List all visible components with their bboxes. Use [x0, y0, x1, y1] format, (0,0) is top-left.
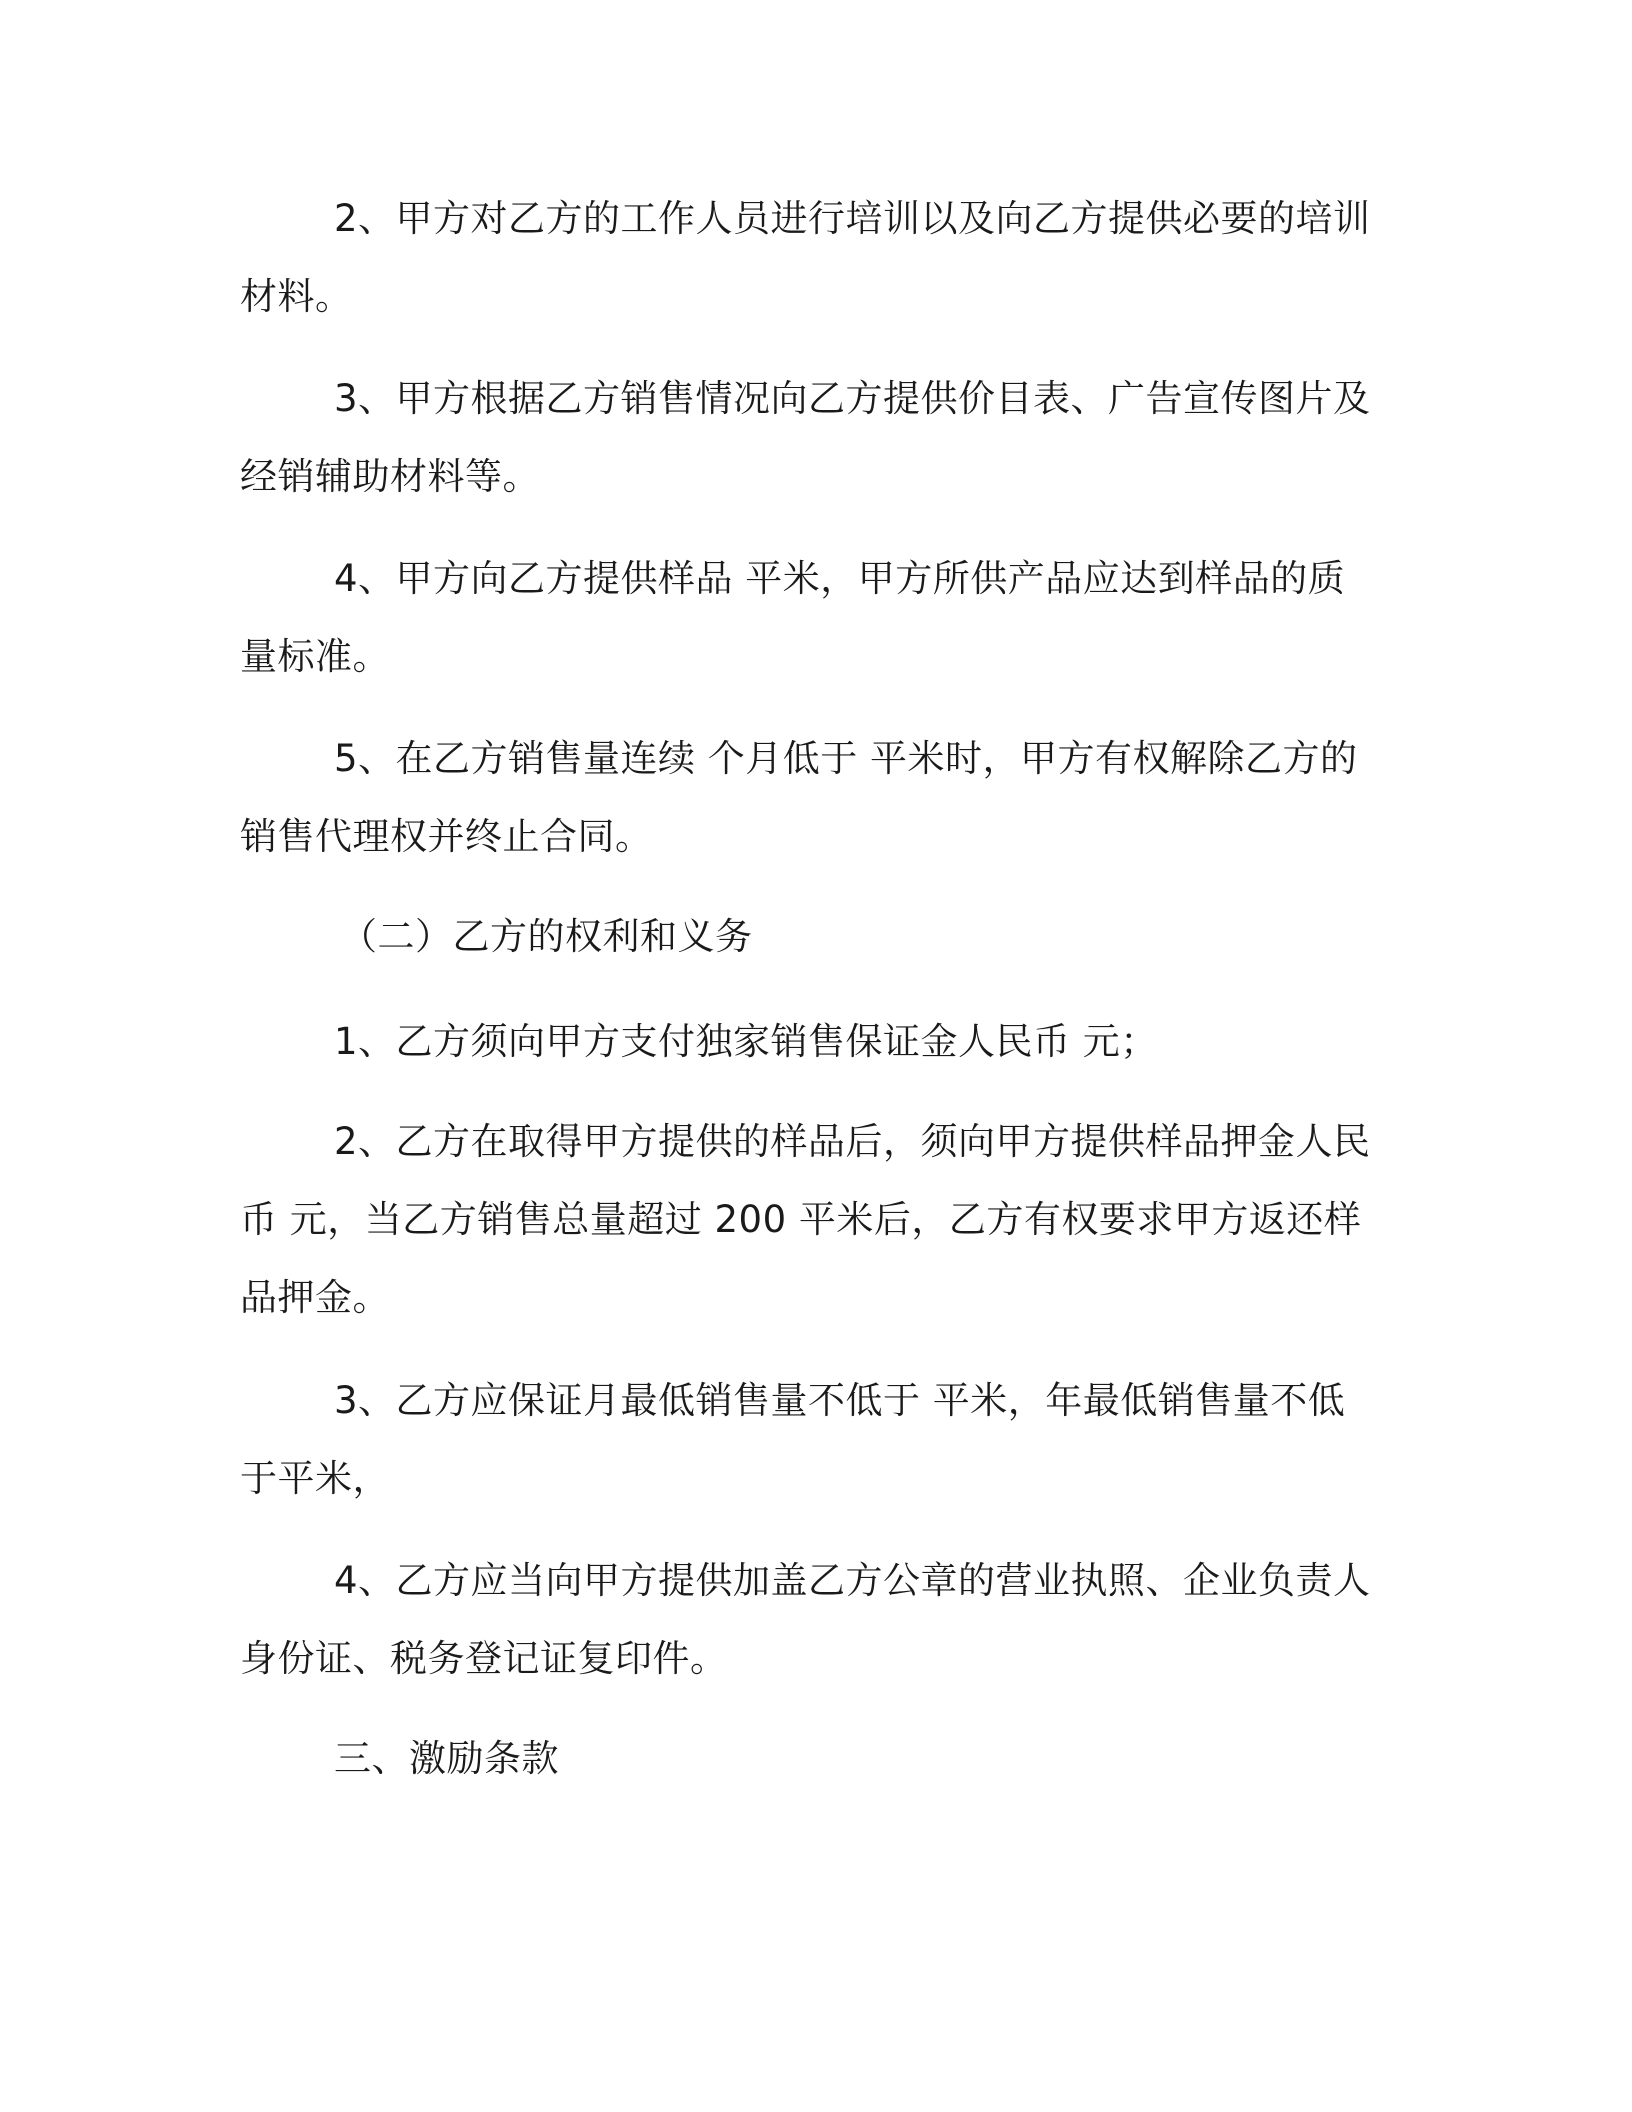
clause-party-b-2: 2、乙方在取得甲方提供的样品后，须向甲方提供样品押金人民币 元，当乙方销售总量超过 200 平米后，乙方有权要求甲方返还样品押金。: [240, 1120, 1371, 1319]
clause-party-a-4: 4、甲方向乙方提供样品 平米，甲方所供产品应达到样品的质量标准。: [240, 557, 1346, 678]
section-heading-incentive: 三、激励条款: [334, 1737, 559, 1780]
clause-party-a-3: 3、甲方根据乙方销售情况向乙方提供价目表、广告宣传图片及经销辅助材料等。: [240, 377, 1371, 498]
clause-party-a-2: 2、甲方对乙方的工作人员进行培训以及向乙方提供必要的培训材料。: [240, 197, 1371, 318]
clause-party-b-3: 3、乙方应保证月最低销售量不低于 平米，年最低销售量不低于平米，: [240, 1379, 1346, 1500]
clause-party-b-4: 4、乙方应当向甲方提供加盖乙方公章的营业执照、企业负责人身份证、税务登记证复印件。: [240, 1559, 1371, 1680]
clause-party-b-1: 1、乙方须向甲方支付独家销售保证金人民币 元；: [334, 1020, 1158, 1063]
section-heading-party-b: （二）乙方的权利和义务: [340, 915, 753, 958]
clause-party-a-5: 5、在乙方销售量连续 个月低于 平米时，甲方有权解除乙方的销售代理权并终止合同。: [240, 737, 1358, 858]
